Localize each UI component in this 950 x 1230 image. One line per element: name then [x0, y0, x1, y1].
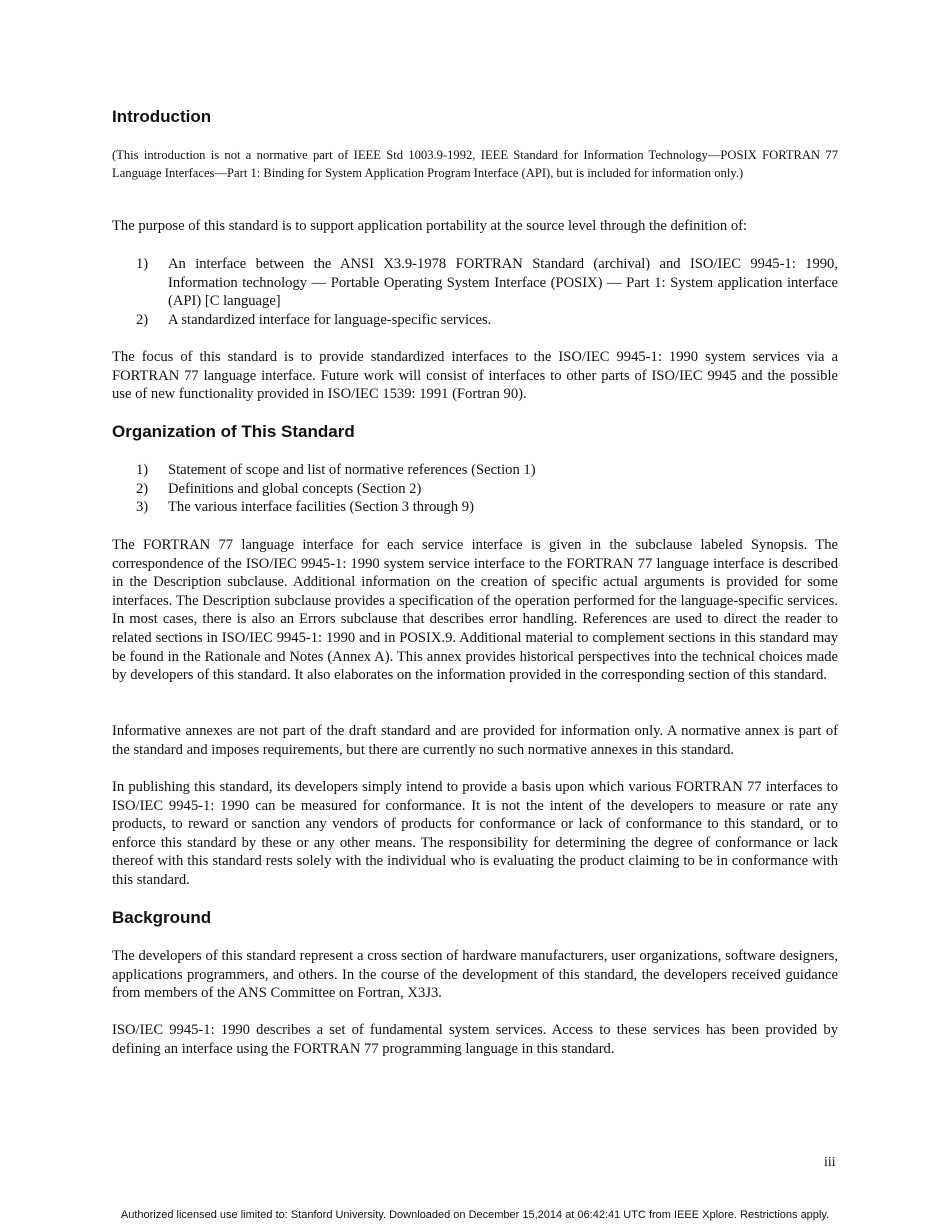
list-number: 1): [136, 462, 149, 478]
organization-paragraph-1: The FORTRAN 77 language interface for each service interface is given in the subclause labeled Synopsis. The correspondence of the ISO/IEC 9945-1: 1990 system service interface to the FORTRAN 77 language interface is described in the Description subclause. Additional information on the creation of specific actual arguments is provided for some interfaces. The Description subclause provides a specification of the operation performed for the language-specific services. In most cases, there is also an Errors subclause that describes error handling. References are used to direct the reader to related sections in ISO/IEC 9945-1: 1990 and in POSIX.9. Additional material to complement sections in this standard may be found in the Rationale and Notes (Annex A). This annex provides historical perspectives into the technical choices made by developers of this standard. It also elaborates on the information provided in the corresponding section of this standard.: [112, 537, 838, 684]
organization-list: [112, 461, 838, 517]
list-number: 2): [136, 311, 149, 328]
background-heading: Background: [112, 908, 212, 927]
background-paragraph-1: The developers of this standard represent a cross section of hardware manufacturers, user organizations, software designers, applications programmers, and others. In the course of the development of this standard, the developers received guidance from members of the ANS Committee on Fortran, X3J3.: [112, 948, 838, 1002]
list-text: Statement of scope and list of normative references (Section 1): [168, 462, 536, 478]
list-text: A standardized interface for language-specific services.: [168, 311, 492, 328]
organization-paragraph-2: Informative annexes are not part of the draft standard and are provided for information only. A normative annex is part of the standard and imposes requirements, but there are currently no such normative annexes in this standard.: [112, 723, 838, 758]
list-text: The various interface facilities (Section 3 through 9): [168, 499, 474, 516]
purpose-paragraph: The purpose of this standard is to support application portability at the source level through the definition of:: [112, 218, 748, 234]
list-number: 1): [136, 256, 149, 272]
focus-paragraph: The focus of this standard is to provide standardized interfaces to the ISO/IEC 9945-1: 1990 system services via a FORTRAN 77 language interface. Future work will consist of interfaces to other parts of ISO/IEC 9945 and the possible use of new functionality provided in ISO/IEC 1539: 1991 (Fortran 90).: [112, 349, 838, 403]
list-item: [112, 255, 838, 311]
list-number: 3): [136, 499, 149, 516]
purpose-list: [112, 255, 838, 329]
organization-heading: Organization of This Standard: [112, 422, 355, 441]
list-text: An interface between the ANSI X3.9-1978 FORTRAN Standard (archival) and ISO/IEC 9945-1: 1990, Information technology — Portable Operating System Interface (POSIX) — Part 1: System application interface (API) [C language]: [168, 256, 838, 310]
license-footer: Authorized licensed use limited to: Stanford University. Downloaded on December 15,2014 at 06:42:41 UTC from IEEE Xplore. Restrictions apply.: [120, 1209, 830, 1221]
page-number: iii: [824, 1155, 836, 1170]
list-item: [112, 311, 838, 330]
list-item: [112, 480, 838, 499]
organization-paragraph-3: In publishing this standard, its developers simply intend to provide a basis upon which various FORTRAN 77 interfaces to ISO/IEC 9945-1: 1990 can be measured for conformance. It is not the intent of the developers to measure or rate any products, to reward or sanction any vendors of products for conformance or lack of conformance to this standard, or to enforce this standard by these or any other means. The responsibility for determining the degree of conformance or lack thereof with this standard rests solely with the individual who is evaluating the product claiming to be in conformance with this standard.: [112, 779, 838, 888]
list-item: [112, 498, 838, 517]
introduction-note: (This introduction is not a normative part of IEEE Std 1003.9-1992, IEEE Standard for Information Technology—POSIX FORTRAN 77 Language Interfaces—Part 1: Binding for System Application Program Interface (API), but is included for information only.): [112, 148, 838, 180]
list-item: [112, 461, 838, 480]
list-number: 2): [136, 480, 149, 497]
list-text: Definitions and global concepts (Section 2): [168, 480, 422, 497]
introduction-heading: Introduction: [112, 107, 212, 126]
background-paragraph-2: ISO/IEC 9945-1: 1990 describes a set of fundamental system services. Access to these services has been provided by defining an interface using the FORTRAN 77 programming language in this standard.: [112, 1022, 838, 1057]
